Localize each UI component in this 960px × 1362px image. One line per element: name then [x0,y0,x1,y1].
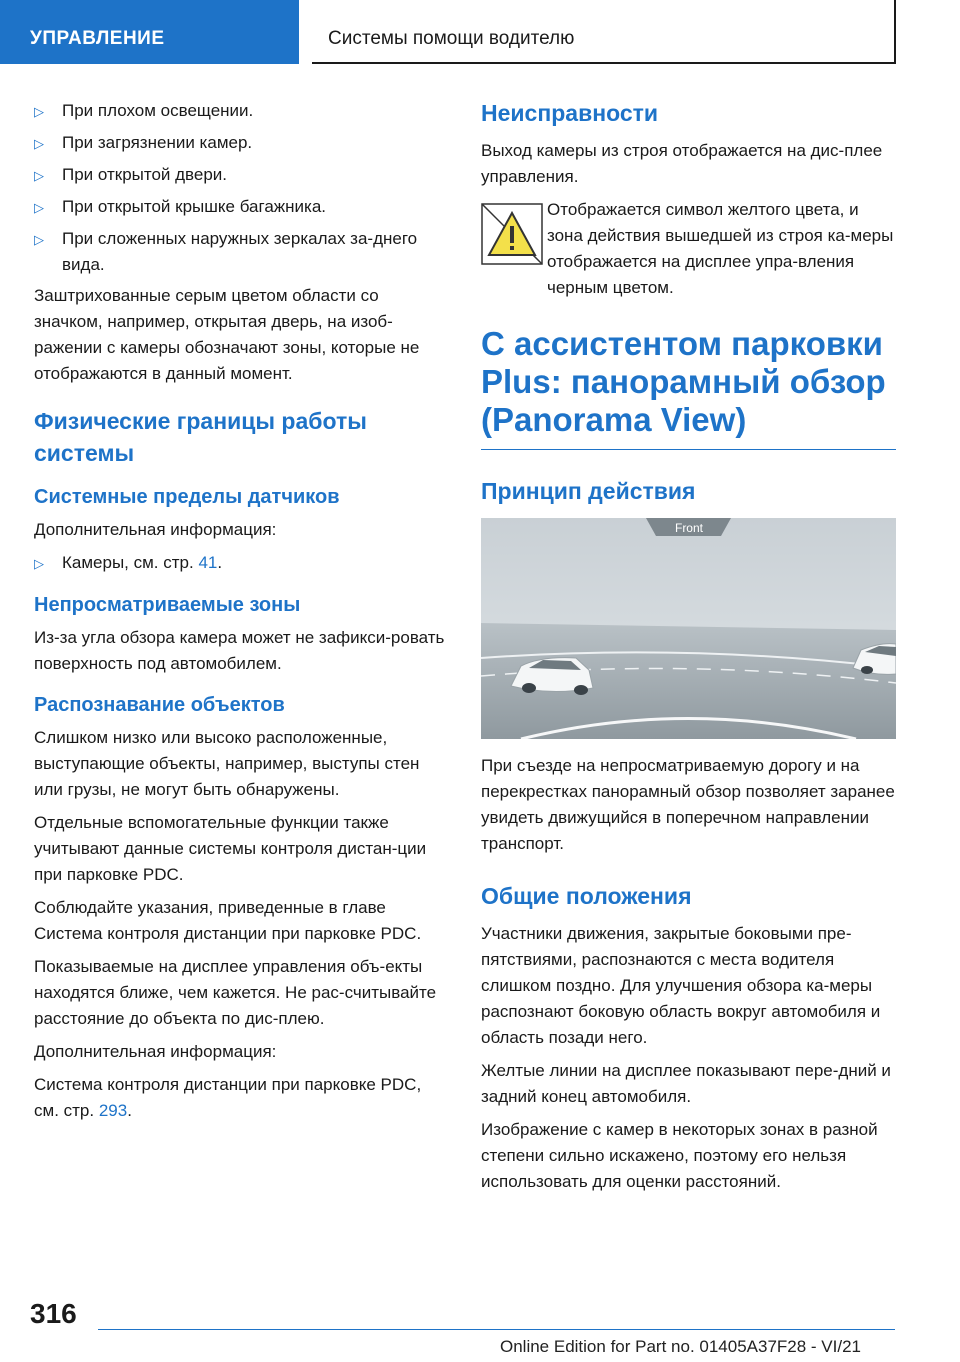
chapter-title: Системы помощи водителю [328,28,575,49]
triangle-bullet-icon: ▷ [34,136,44,151]
triangle-bullet-icon: ▷ [34,104,44,119]
triangle-bullet-icon: ▷ [34,168,44,183]
page-link-cameras[interactable]: 41 [198,553,218,572]
faults-paragraph: Выход камеры из строя отображается на дис-плее управления. [481,141,883,186]
list-item: ▷ При сложенных наружных зеркалах за-днего вида. [34,226,449,278]
triangle-bullet-icon: ▷ [34,232,44,247]
front-label: Front [674,521,704,535]
detection-paragraph-3: Соблюдайте указания, приведенные в главе Система контроля дистанции при парковке PDC. [34,898,422,943]
warning-text: Отображается символ желтого цвета, и зона действия вышедшей из строя ка-меры отображается на дисплее упра-вления черным цветом. [547,200,894,297]
general-paragraph-1: Участники движения, закрытые боковыми пре-пятствиями, распознаются с места водителя слишком поздно. Для улучшения обзора ка-меры распознают боковую область вокруг автомобиля и область позади него. [481,924,881,1047]
main-heading: С ассистентом парковки Plus: панорамный обзор (Panorama View) [481,325,896,450]
sensor-limits-heading: Системные пределы датчиков [34,486,340,508]
detection-paragraph-4: Показываемые на дисплее управления объ-екты находятся ближе, чем кажется. Не рас-считывайте расстояние до объекта по дис-плею. [34,957,437,1028]
warning-triangle-icon [481,203,543,265]
warning-note [481,197,896,301]
object-detection-heading: Распознавание объектов [34,694,285,716]
more-info-label: Дополнительная информация: [34,520,277,539]
triangle-bullet-icon: ▷ [34,200,44,215]
pdc-reference: Система контроля дистанции при парковке PDC, см. стр. 293. [34,1075,422,1120]
chapter-header [312,0,896,64]
list-item: ▷ При открытой двери. [34,162,449,189]
right-column [481,98,896,1202]
section-tab [0,0,299,64]
general-heading: Общие положения [481,883,692,909]
footer-divider [98,1329,895,1330]
general-paragraph-2: Желтые линии на дисплее показывают пере-дний и задний конец автомобиля. [481,1061,891,1106]
left-column [34,98,449,1131]
hatched-areas-paragraph: Заштрихованные серым цветом области со значком, например, открытая дверь, на изоб-ражении с камеры обозначают зоны, которые не отображаются в данный момент. [34,286,420,383]
detection-paragraph-1: Слишком низко или высоко расположенные, выступающие объекты, например, выступы стен или грузы, не могут быть обнаружены. [34,728,420,799]
more-info-label: Дополнительная информация: [34,1042,277,1061]
page-number: 316 [30,1298,77,1329]
section-title: УПРАВЛЕНИЕ [30,28,165,49]
page-link-pdc[interactable]: 293 [98,1101,128,1120]
triangle-bullet-icon: ▷ [34,556,44,571]
list-item: ▷ Камеры, см. стр. 41. [34,550,449,577]
general-paragraph-3: Изображение с камер в некоторых зонах в разной степени сильно искажено, поэтому его нельзя использовать для оценки расстояний. [481,1120,878,1191]
edition-footer: Online Edition for Part no. 01405A37F28 - VI/21 [500,1337,862,1356]
principle-paragraph: При съезде на непросматриваемую дорогу и на перекрестках панорамный обзор позволяет заранее увидеть движущийся в поперечном направлении транспорт. [481,756,895,853]
list-item: ▷ При загрязнении камер. [34,130,449,157]
principle-heading: Принцип действия [481,478,696,504]
physical-limits-heading: Физические границы работы системы [34,408,367,466]
blind-zones-heading: Непросматриваемые зоны [34,594,301,616]
list-item: ▷ При плохом освещении. [34,98,449,125]
blind-zones-paragraph: Из-за угла обзора камера может не зафикси-ровать поверхность под автомобилем. [34,628,445,673]
detection-paragraph-2: Отдельные вспомогательные функции также учитывают данные системы контроля дистан-ции при парковке PDC. [34,813,427,884]
faults-heading: Неисправности [481,100,659,126]
panorama-view-illustration [481,518,896,739]
list-item: ▷ При открытой крышке багажника. [34,194,449,221]
